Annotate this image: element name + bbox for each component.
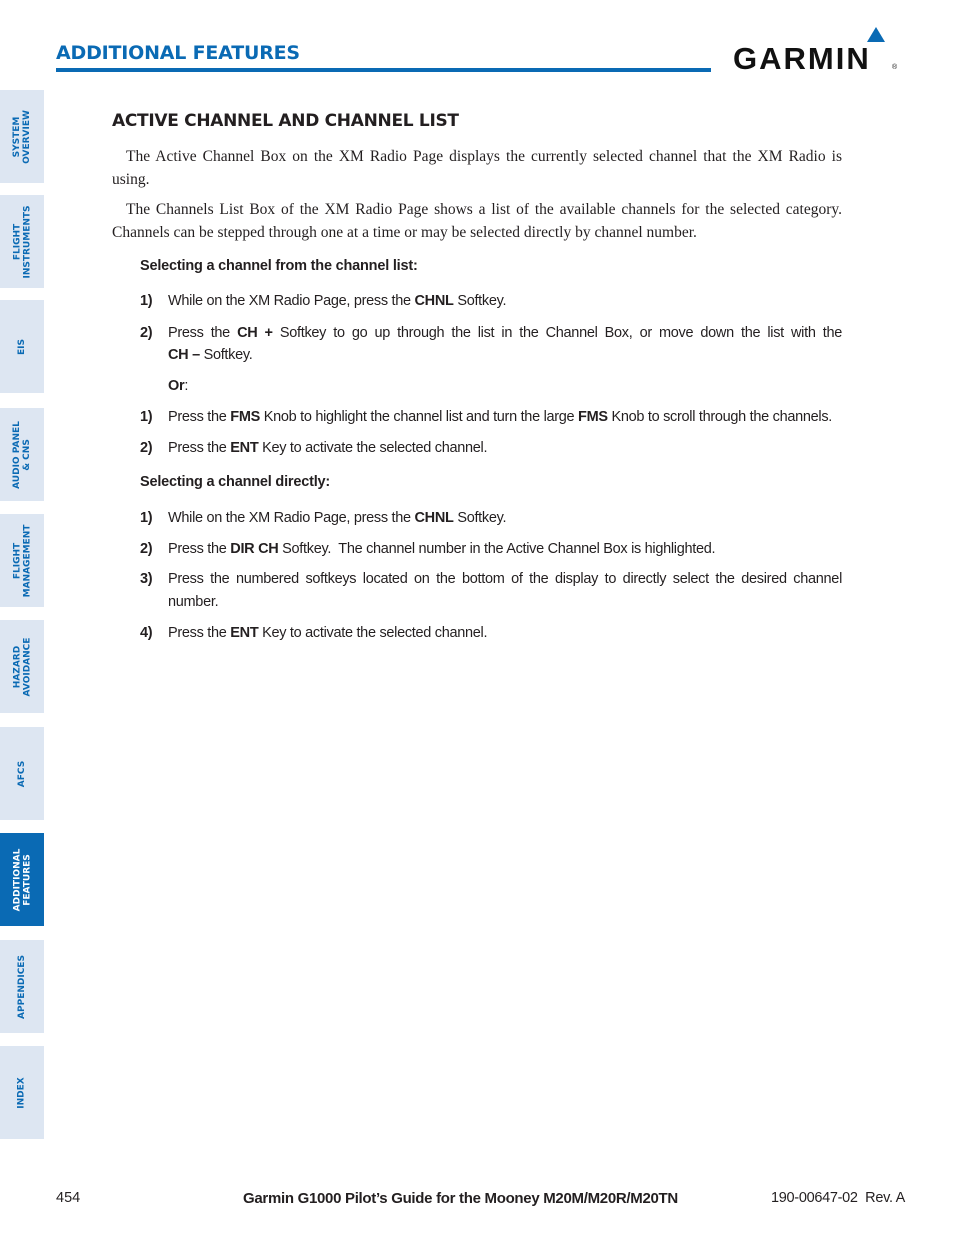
softkey-name: CHNL — [414, 293, 454, 309]
step-number: 2) — [140, 541, 153, 557]
or-colon: : — [184, 378, 189, 394]
section-header-title: ADDITIONAL FEATURES — [56, 42, 300, 64]
tab-label-line1: FLIGHT — [12, 223, 22, 260]
step-number: 4) — [140, 625, 153, 641]
or-text — [168, 375, 842, 397]
step-text-part: Knob to scroll through the channels. — [607, 409, 833, 425]
step-text — [168, 290, 842, 312]
step-text-part: While on the XM Radio Page, press the — [168, 293, 415, 309]
step-text — [168, 437, 842, 459]
step-text-part: Press the — [168, 625, 231, 641]
step-text-part: Key to activate the selected channel. — [258, 440, 488, 456]
procedure-step — [140, 622, 842, 644]
step-text: number. — [168, 594, 219, 610]
step-number: 1) — [140, 293, 153, 309]
softkey-name: CHNL — [414, 510, 454, 526]
section-title: ACTIVE CHANNEL AND CHANNEL LIST — [112, 111, 459, 131]
step-number: 2) — [140, 325, 153, 341]
step-text — [168, 322, 842, 344]
tab-label-line1: FLIGHT — [12, 542, 23, 579]
procedure-step — [140, 538, 842, 560]
step-text-part: Softkey. — [199, 347, 253, 363]
knob-name: FMS — [230, 409, 260, 425]
key-name: ENT — [230, 440, 259, 456]
tab-label-line1: INDEX — [16, 1076, 27, 1109]
tab-label-line2: FEATURES — [22, 853, 33, 906]
procedure-step — [140, 507, 842, 529]
step-text-part: Press the — [168, 409, 231, 425]
tab-label-line1: HAZARD — [12, 645, 23, 688]
step-text-part: Press the — [168, 325, 238, 341]
or-separator — [140, 375, 842, 397]
guide-title: Garmin G1000 Pilot’s Guide for the Mooney M20M/M20R/M20TN — [243, 1190, 678, 1207]
tab-index[interactable] — [0, 1046, 44, 1139]
tab-label-line2: AVOIDANCE — [22, 637, 33, 696]
paragraph-channel-list: The Channels List Box of the XM Radio Page shows a list of the available channels for the selected category. Channels can be stepped through one at a time or may be selected directly by channel number. — [112, 201, 842, 241]
paragraph-active-channel: The Active Channel Box on the XM Radio Page displays the currently selected channel that the XM Radio is using. — [112, 148, 842, 188]
tab-label-line2: & CNS — [22, 438, 33, 471]
step-text-part: Press the — [168, 541, 231, 557]
key-name: ENT — [230, 625, 259, 641]
tab-label-line1: AUDIO PANEL — [12, 420, 23, 489]
tab-flight-instruments[interactable] — [0, 195, 44, 288]
procedure-title: Selecting a channel from the channel list: — [140, 258, 418, 274]
step-number: 1) — [140, 409, 153, 425]
step-text-part: Softkey. — [453, 510, 507, 526]
procedure-step — [140, 322, 842, 366]
step-text — [168, 507, 842, 529]
step-text — [168, 406, 842, 428]
step-text — [168, 622, 842, 644]
logo-registered-mark: ® — [892, 64, 898, 71]
step-number: 1) — [140, 510, 153, 526]
step-text-part: Key to activate the selected channel. — [258, 625, 488, 641]
softkey-name: DIR CH — [230, 541, 279, 557]
tab-label-line2: MANAGEMENT — [22, 524, 33, 597]
tab-afcs[interactable] — [0, 727, 44, 820]
tab-label-line1: SYSTEM — [12, 116, 22, 157]
logo-text: GARMIN — [733, 41, 871, 76]
procedure-step — [140, 290, 842, 312]
step-number: 2) — [140, 440, 153, 456]
tab-label-line1: EIS — [16, 338, 27, 355]
tab-eis[interactable] — [0, 300, 44, 393]
step-text-part: While on the XM Radio Page, press the — [168, 510, 415, 526]
step-text-part: Softkey. — [453, 293, 507, 309]
tab-label-line1: APPENDICES — [17, 954, 27, 1019]
procedure-step — [140, 406, 842, 428]
procedure-step — [140, 437, 842, 459]
garmin-delta-icon — [867, 27, 885, 42]
tab-system-overview[interactable] — [0, 90, 44, 183]
step-text-part: Press the — [168, 440, 231, 456]
softkey-name: CH – — [168, 347, 200, 363]
document-number: 190-00647-02 Rev. A — [771, 1190, 905, 1206]
softkey-name: CH + — [237, 325, 273, 341]
step-text: Press the numbered softkeys located on the bottom of the display to directly select the desired channel — [168, 571, 842, 587]
tab-label-line2: INSTRUMENTS — [22, 205, 32, 278]
tab-flight-management[interactable] — [0, 514, 44, 607]
knob-name: FMS — [578, 409, 608, 425]
header-rule — [56, 68, 711, 72]
step-number: 3) — [140, 571, 153, 587]
tab-appendices[interactable] — [0, 940, 44, 1033]
garmin-logo — [733, 27, 899, 75]
tab-audio-panel-cns[interactable] — [0, 408, 44, 501]
or-label: Or — [168, 378, 185, 394]
tab-label-line1: AFCS — [17, 760, 27, 787]
page-number: 454 — [56, 1190, 81, 1206]
tab-hazard-avoidance[interactable] — [0, 620, 44, 713]
step-text-part: Softkey. The channel number in the Active Channel Box is highlighted. — [278, 541, 716, 557]
step-text — [168, 538, 842, 560]
tab-label-line2: OVERVIEW — [22, 109, 32, 164]
step-text — [168, 344, 842, 366]
tab-additional-features[interactable] — [0, 833, 44, 926]
tab-label-line1: ADDITIONAL — [12, 848, 23, 911]
step-text-part: Softkey to go up through the list in the Channel Box, or move down the list with the — [272, 325, 842, 341]
chapter-tabs — [0, 0, 45, 1235]
procedure-step — [140, 568, 842, 612]
step-text-part: Knob to highlight the channel list and turn the large — [260, 409, 579, 425]
procedure-title: Selecting a channel directly: — [140, 474, 331, 490]
